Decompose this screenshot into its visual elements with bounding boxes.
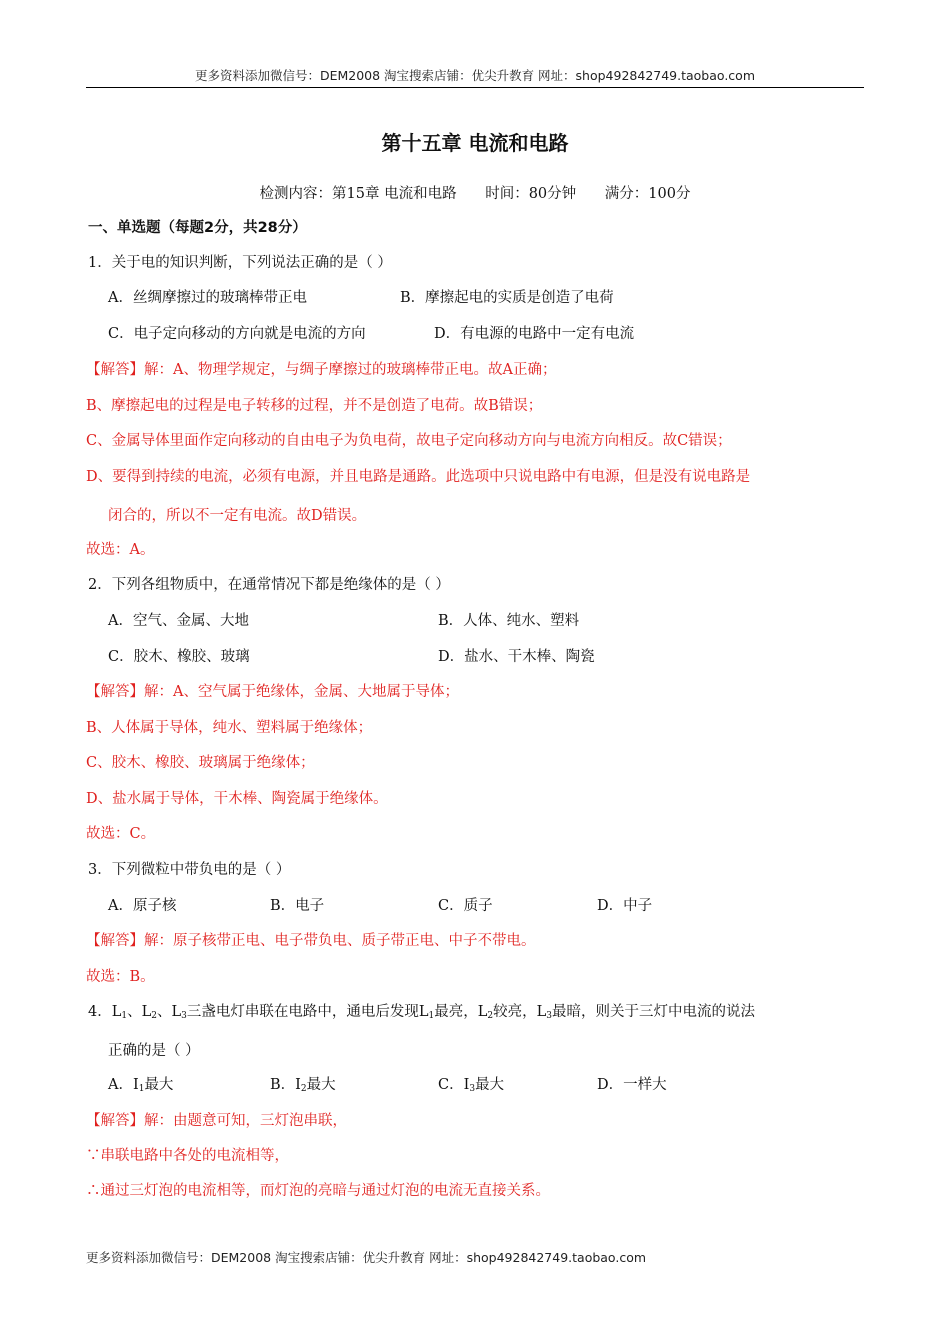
q4-stem-part: 、L <box>156 1004 182 1020</box>
q4-subscript: 2 <box>300 1084 307 1094</box>
meta-time: 时间：80分钟 <box>485 186 577 202</box>
q4-option-b <box>270 1075 336 1099</box>
q1-answer-line: 【解答】解：A、物理学规定，与绸子摩擦过的玻璃棒带正电。故A正确； <box>86 362 557 378</box>
q3-choice: 故选：B。 <box>86 969 155 985</box>
q1-answer-line: C、金属导体里面作定向移动的自由电子为负电荷，故电子定向移动方向与电流方向相反。故C错误； <box>86 433 732 449</box>
q1-answer-line: 闭合的，所以不一定有电流。故D错误。 <box>108 508 367 524</box>
q4-subscript: 1 <box>138 1084 145 1094</box>
q4-answer-line: ∵串联电路中各处的电流相等， <box>86 1148 289 1164</box>
q4-stem-part: 最暗，则关于三灯中电流的说法 <box>551 1004 755 1020</box>
exam-meta <box>0 182 950 203</box>
q3-stem: 3．下列微粒中带负电的是（ ） <box>88 862 291 878</box>
meta-score: 满分：100分 <box>604 186 691 202</box>
q1-option-a: A．丝绸摩擦过的玻璃棒带正电 <box>108 290 307 306</box>
q4-answer-line: 【解答】解：由题意可知，三灯泡串联， <box>86 1113 347 1129</box>
q4-subscript: 1 <box>428 1011 435 1021</box>
q4-option-c-text: 最大 <box>475 1077 505 1093</box>
q2-stem: 2．下列各组物质中，在通常情况下都是绝缘体的是（ ） <box>88 577 450 593</box>
q4-option-a-text: 最大 <box>144 1077 174 1093</box>
q2-answer-line: C、胶木、橡胶、玻璃属于绝缘体； <box>86 755 315 771</box>
q4-stem-part: 、L <box>127 1004 152 1020</box>
q4-answer-line: ∴通过三灯泡的电流相等，而灯泡的亮暗与通过灯泡的电流无直接关系。 <box>86 1183 550 1199</box>
q3-answer-line: 【解答】解：原子核带正电、电子带负电、质子带正电、中子不带电。 <box>86 933 536 949</box>
page-title: 第十五章 电流和电路 <box>381 131 569 155</box>
q3-option-a: A．原子核 <box>108 898 177 914</box>
q2-option-a: A．空气、金属、大地 <box>108 613 249 629</box>
q4-option-b-label: B．I <box>270 1077 301 1093</box>
q1-option-b: B．摩擦起电的实质是创造了电荷 <box>400 290 614 306</box>
q2-option-d: D．盐水、干木棒、陶瓷 <box>438 649 595 665</box>
q4-subscript: 2 <box>151 1011 157 1021</box>
q4-option-d: D．一样大 <box>597 1077 667 1093</box>
page-footer: 更多资料添加微信号：DEM2008 淘宝搜索店铺：优尖升教育 网址：shop492842749.taobao.com <box>86 1250 647 1265</box>
q2-answer-line: 【解答】解：A、空气属于绝缘体，金属、大地属于导体； <box>86 684 459 700</box>
q4-stem-continued: 正确的是（ ） <box>108 1043 200 1059</box>
q2-option-c: C．胶木、橡胶、玻璃 <box>108 649 250 665</box>
q1-answer-line: B、摩擦起电的过程是电子转移的过程，并不是创造了电荷。故B错误； <box>86 398 543 414</box>
q4-option-a <box>108 1075 173 1099</box>
meta-content: 检测内容：第15章 电流和电路 <box>259 186 457 202</box>
q4-stem-part: L <box>111 1004 122 1020</box>
q4-subscript: 3 <box>181 1011 187 1021</box>
q3-option-b: B．电子 <box>270 898 325 914</box>
q4-option-c <box>438 1075 504 1099</box>
section-heading: 一、单选题（每题2分，共28分） <box>88 220 307 236</box>
q4-subscript: 2 <box>487 1011 494 1021</box>
q1-option-d: D．有电源的电路中一定有电流 <box>434 326 635 342</box>
q1-choice: 故选：A。 <box>86 542 155 558</box>
q2-answer-line: D、盐水属于导体，干木棒、陶瓷属于绝缘体。 <box>86 791 388 807</box>
q4-option-a-label: A．I <box>108 1077 139 1093</box>
q3-option-c: C．质子 <box>438 898 493 914</box>
q2-answer-line: B、人体属于导体，纯水、塑料属于绝缘体； <box>86 720 373 736</box>
q4-number: 4． <box>88 1004 112 1020</box>
q3-option-d: D．中子 <box>597 898 653 914</box>
q1-answer-line: D、要得到持续的电流，必须有电源，并且电路是通路。此选项中只说电路中有电源，但是没有说电路是 <box>86 469 751 485</box>
q4-subscript: 3 <box>546 1011 552 1021</box>
q4-stem-part: 最亮，L <box>434 1004 488 1020</box>
q2-option-b: B．人体、纯水、塑料 <box>438 613 580 629</box>
q1-option-c: C．电子定向移动的方向就是电流的方向 <box>108 326 366 342</box>
q2-choice: 故选：C。 <box>86 826 156 842</box>
header-rule <box>86 87 864 88</box>
q4-option-c-label: C．I <box>438 1077 470 1093</box>
page-header: 更多资料添加微信号：DEM2008 淘宝搜索店铺：优尖升教育 网址：shop492842749.taobao.com <box>194 68 756 83</box>
q4-option-b-text: 最大 <box>306 1077 336 1093</box>
q4-subscript: 1 <box>121 1011 128 1021</box>
q4-subscript: 3 <box>469 1084 476 1094</box>
q4-stem <box>88 1002 755 1026</box>
q1-stem: 1．关于电的知识判断，下列说法正确的是（ ） <box>88 255 392 271</box>
q4-stem-part: 较亮，L <box>493 1004 547 1020</box>
q4-stem-part: 三盏电灯串联在电路中，通电后发现L <box>186 1004 429 1020</box>
